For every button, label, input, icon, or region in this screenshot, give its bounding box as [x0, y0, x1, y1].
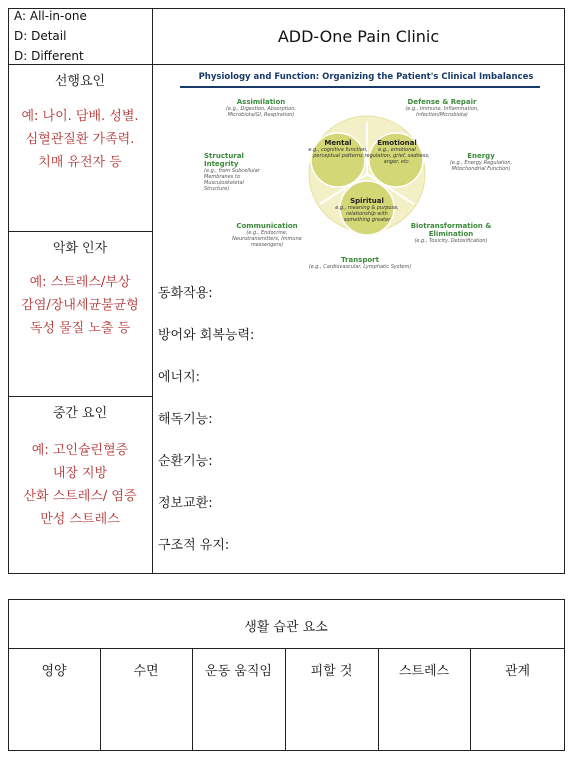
function-label: 순환기능: [158, 454, 213, 469]
node-communication: Communication (e.g., Endocrine, Neurotransmitters, Immune messengers) [232, 222, 302, 248]
legend-item: D: Different [14, 49, 84, 63]
section-line: 산화 스트레스/ 염증 [23, 489, 137, 504]
left-divider-2 [8, 396, 152, 397]
function-label: 정보교환: [158, 496, 213, 511]
section-line: 치매 유전자 등 [38, 155, 122, 170]
left-divider-1 [8, 231, 152, 232]
node-energy: Energy (e.g., Energy Regulation, Mitochondrial Function) [449, 152, 513, 172]
column-header: 운동 움직임 [205, 664, 272, 679]
section-line: 예: 스트레스/부상 [29, 275, 131, 290]
diagram-title: Physiology and Function: Organizing the Patient's Clinical Imbalances [198, 72, 534, 82]
function-label: 해독기능: [158, 412, 213, 427]
section-line: 예: 나이. 담배. 성별. [21, 109, 139, 124]
function-label: 에너지: [158, 370, 201, 385]
column-header: 관계 [504, 664, 531, 679]
column-header: 피할 것 [310, 664, 353, 679]
section-line: 심혈관질환 가족력. [25, 132, 135, 147]
section-line: 만성 스트레스 [40, 512, 120, 527]
function-label: 방어와 회복능력: [158, 328, 255, 343]
function-label: 동화작용: [158, 286, 213, 301]
lifestyle-header-divider [8, 648, 565, 649]
section-line: 독성 물질 노출 등 [29, 321, 131, 336]
circle-label-spiritual: Spiritual e.g., meaning & purpose, relationship with something greater [335, 197, 399, 223]
header-divider [8, 64, 565, 65]
circle-label-emotional: Emotional e.g., emotional regulation, grief, sadness, anger, etc. [364, 139, 430, 165]
node-transport: Transport (e.g., Cardiovascular, Lymphatic System) [308, 256, 412, 270]
section-title: 악화 인자 [52, 241, 108, 256]
section-title: 선행요인 [54, 74, 106, 89]
column-header: 수면 [133, 664, 159, 679]
node-defense-repair: Defense & Repair (e.g., Immune, Inflammation, Infection/Microbiota) [405, 98, 479, 118]
function-label: 구조적 유지: [158, 538, 230, 553]
section-line: 예: 고인슐린혈증 [31, 443, 129, 458]
node-structural-integrity: Structural Integrity (e.g., from Subcellular Membranes to Musculoskeletal Structure) [204, 152, 260, 192]
column-header: 영양 [41, 664, 67, 679]
main-divider-vertical [152, 8, 153, 574]
lifestyle-title: 생활 습관 요소 [244, 620, 328, 635]
column-header: 스트레스 [398, 664, 450, 679]
section-title: 중간 요인 [52, 406, 108, 421]
node-biotransformation: Biotransformation & Elimination (e.g., Toxicity, Detoxification) [410, 222, 492, 244]
diagram-title-rule [180, 86, 540, 88]
clinic-title: ADD-One Pain Clinic [277, 26, 440, 46]
circle-label-mental: Mental e.g., cognitive function, perceptual patterns [308, 139, 368, 159]
node-assimilation: Assimilation (e.g., Digestion, Absorption, Microbiota/GI, Respiration) [225, 98, 297, 118]
section-line: 내장 지방 [52, 466, 108, 481]
legend-item: A: All-in-one [14, 9, 87, 23]
section-line: 감염/장내세균불균형 [21, 298, 139, 313]
legend-item: D: Detail [14, 29, 67, 43]
